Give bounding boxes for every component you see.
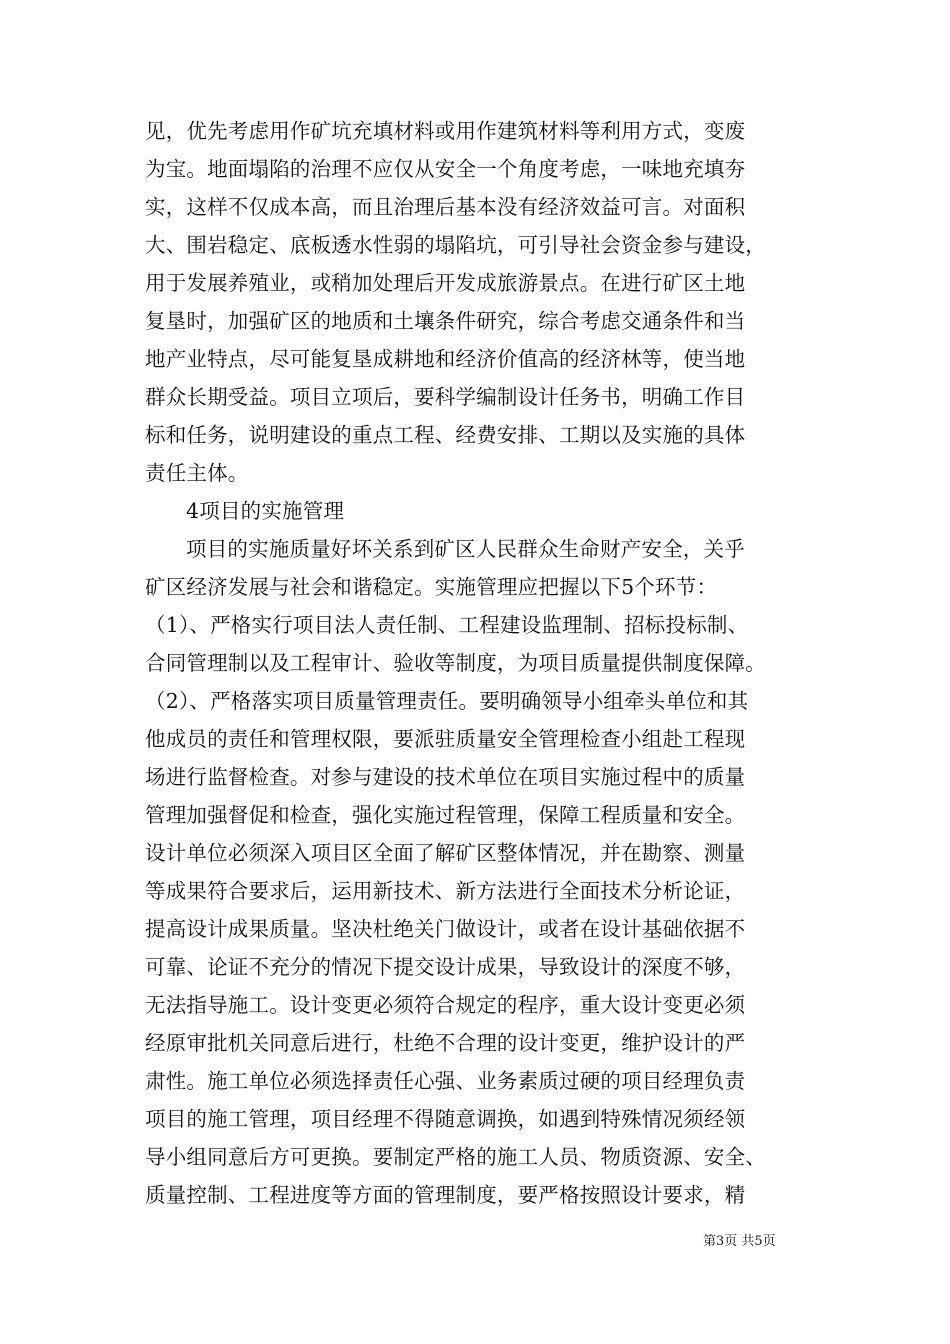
text-line: 导小组同意后方可更换。要制定严格的施工人员、物质资源、安全、 bbox=[145, 1145, 766, 1169]
text-line: 矿区经济发展与社会和谐稳定。实施管理应把握以下5个环节： bbox=[145, 575, 718, 599]
text-line: 群众长期受益。项目立项后，要科学编制设计任务书，明确工作目 bbox=[145, 385, 746, 409]
text-line: 见，优先考虑用作矿坑充填材料或用作建筑材料等利用方式，变废 bbox=[145, 119, 746, 143]
text-line: 责任主体。 bbox=[145, 461, 249, 485]
text-line: 合同管理制以及工程审计、验收等制度，为项目质量提供制度保障。 bbox=[145, 651, 766, 675]
text-line: 肃性。施工单位必须选择责任心强、业务素质过硬的项目经理负责 bbox=[145, 1069, 746, 1093]
page-number: 第3页 共5页 bbox=[703, 1234, 776, 1249]
text-line: 标和任务，说明建设的重点工程、经费安排、工期以及实施的具体 bbox=[145, 423, 746, 447]
text-line: 为宝。地面塌陷的治理不应仅从安全一个角度考虑，一味地充填夯 bbox=[145, 157, 746, 181]
text-line: 管理加强督促和检查，强化实施过程管理，保障工程质量和安全。 bbox=[145, 803, 746, 827]
text-line: 实，这样不仅成本高，而且治理后基本没有经济效益可言。对面积 bbox=[145, 195, 746, 219]
text-line: 提高设计成果质量。坚决杜绝关门做设计，或者在设计基础依据不 bbox=[145, 917, 746, 941]
text-line: 场进行监督检查。对参与建设的技术单位在项目实施过程中的质量 bbox=[145, 765, 746, 789]
text-line: （2）、严格落实项目质量管理责任。要明确领导小组牵头单位和其 bbox=[145, 689, 749, 713]
document-body bbox=[145, 112, 805, 1214]
text-line: 经原审批机关同意后进行，杜绝不合理的设计变更，维护设计的严 bbox=[145, 1031, 746, 1055]
text-line: 用于发展养殖业，或稍加处理后开发成旅游景点。在进行矿区土地 bbox=[145, 271, 746, 295]
text-line: 无法指导施工。设计变更必须符合规定的程序，重大设计变更必须 bbox=[145, 993, 746, 1017]
text-line: 复垦时，加强矿区的地质和土壤条件研究，综合考虑交通条件和当 bbox=[145, 309, 746, 333]
text-line: 项目的施工管理，项目经理不得随意调换，如遇到特殊情况须经领 bbox=[145, 1107, 746, 1131]
text-line: 项目的实施质量好坏关系到矿区人民群众生命财产安全，关乎 bbox=[186, 537, 745, 561]
text-line: 质量控制、工程进度等方面的管理制度，要严格按照设计要求，精 bbox=[145, 1183, 746, 1207]
section-heading: 4项目的实施管理 bbox=[186, 499, 345, 523]
text-line: 可靠、论证不充分的情况下提交设计成果，导致设计的深度不够， bbox=[145, 955, 746, 979]
text-line: 他成员的责任和管理权限，要派驻质量安全管理检查小组赴工程现 bbox=[145, 727, 746, 751]
text-line: 设计单位必须深入项目区全面了解矿区整体情况，并在勘察、测量 bbox=[145, 841, 746, 865]
text-line: 等成果符合要求后，运用新技术、新方法进行全面技术分析论证， bbox=[145, 879, 746, 903]
text-line: 地产业特点，尽可能复垦成耕地和经济价值高的经济林等，使当地 bbox=[145, 347, 746, 371]
text-line: （1）、严格实行项目法人责任制、工程建设监理制、招标投标制、 bbox=[145, 613, 749, 637]
text-line: 大、围岩稳定、底板透水性弱的塌陷坑，可引导社会资金参与建设， bbox=[145, 233, 766, 257]
